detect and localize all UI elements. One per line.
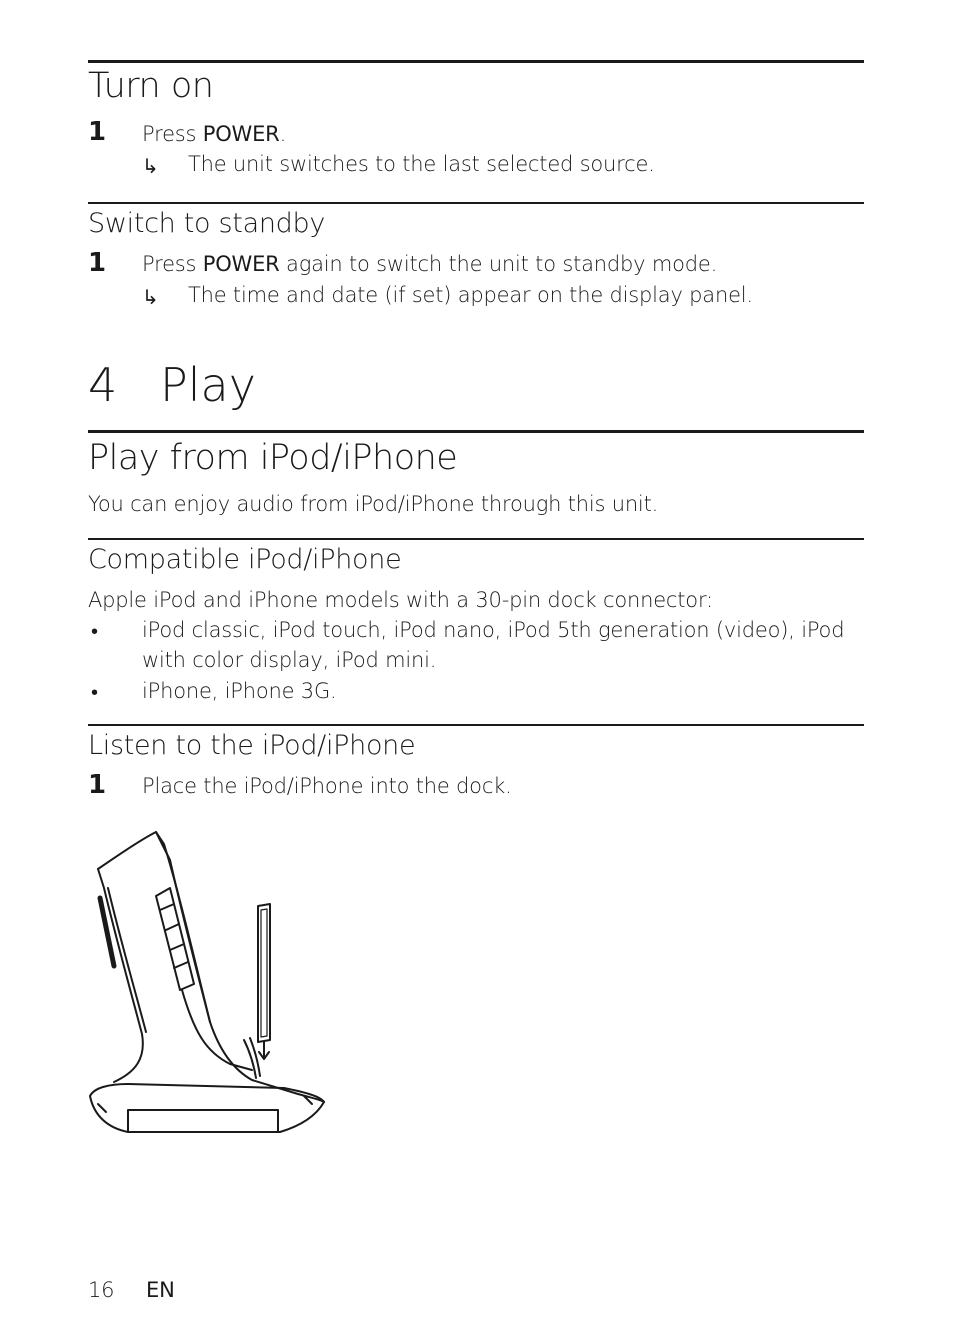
power-button-label: POWER: [202, 252, 280, 276]
turn-on-step-number: 1: [88, 117, 107, 147]
turn-on-step-post: .: [279, 122, 287, 146]
compatible-bullet-1-line-2: with color display, iPod mini.: [142, 648, 437, 672]
compatible-heading: Compatible iPod/iPhone: [88, 544, 402, 575]
play-ipod-heading: Play from iPod/iPhone: [88, 438, 458, 478]
bullet-icon: •: [91, 680, 99, 704]
section-divider: [88, 538, 864, 540]
chapter-number: 4: [88, 358, 118, 412]
play-ipod-intro: You can enjoy audio from iPod/iPhone through this unit.: [88, 492, 659, 516]
section-divider: [88, 60, 864, 63]
turn-on-step-pre: Press: [142, 122, 203, 146]
section-divider: [88, 202, 864, 204]
standby-step-number: 1: [88, 248, 107, 278]
result-arrow-icon: ↳: [142, 154, 159, 178]
standby-step-post: again to switch the unit to standby mode.: [279, 252, 718, 276]
language-code: EN: [146, 1278, 175, 1302]
compatible-bullet-2-line-1: iPhone, iPhone 3G.: [142, 679, 337, 703]
result-arrow-icon: ↳: [142, 285, 159, 309]
page-number: 16: [88, 1278, 115, 1302]
power-button-label: POWER: [202, 122, 280, 146]
listen-heading: Listen to the iPod/iPhone: [88, 730, 416, 761]
turn-on-result: The unit switches to the last selected source.: [188, 152, 655, 176]
standby-step: [142, 252, 717, 276]
section-divider: [88, 724, 864, 726]
chapter-divider: [88, 430, 864, 433]
dock-illustration: [84, 826, 334, 1138]
compatible-intro: Apple iPod and iPhone models with a 30-pin dock connector:: [88, 588, 713, 612]
standby-result: The time and date (if set) appear on the display panel.: [188, 283, 753, 307]
chapter-title: Play: [160, 358, 256, 412]
standby-heading: Switch to standby: [88, 208, 326, 239]
turn-on-heading: Turn on: [88, 66, 214, 106]
standby-step-pre: Press: [142, 252, 203, 276]
bullet-icon: •: [91, 619, 99, 643]
listen-step: Place the iPod/iPhone into the dock.: [142, 774, 512, 798]
turn-on-step: [142, 122, 286, 146]
compatible-bullet-1-line-1: iPod classic, iPod touch, iPod nano, iPod 5th generation (video), iPod: [142, 618, 845, 642]
listen-step-number: 1: [88, 770, 107, 800]
